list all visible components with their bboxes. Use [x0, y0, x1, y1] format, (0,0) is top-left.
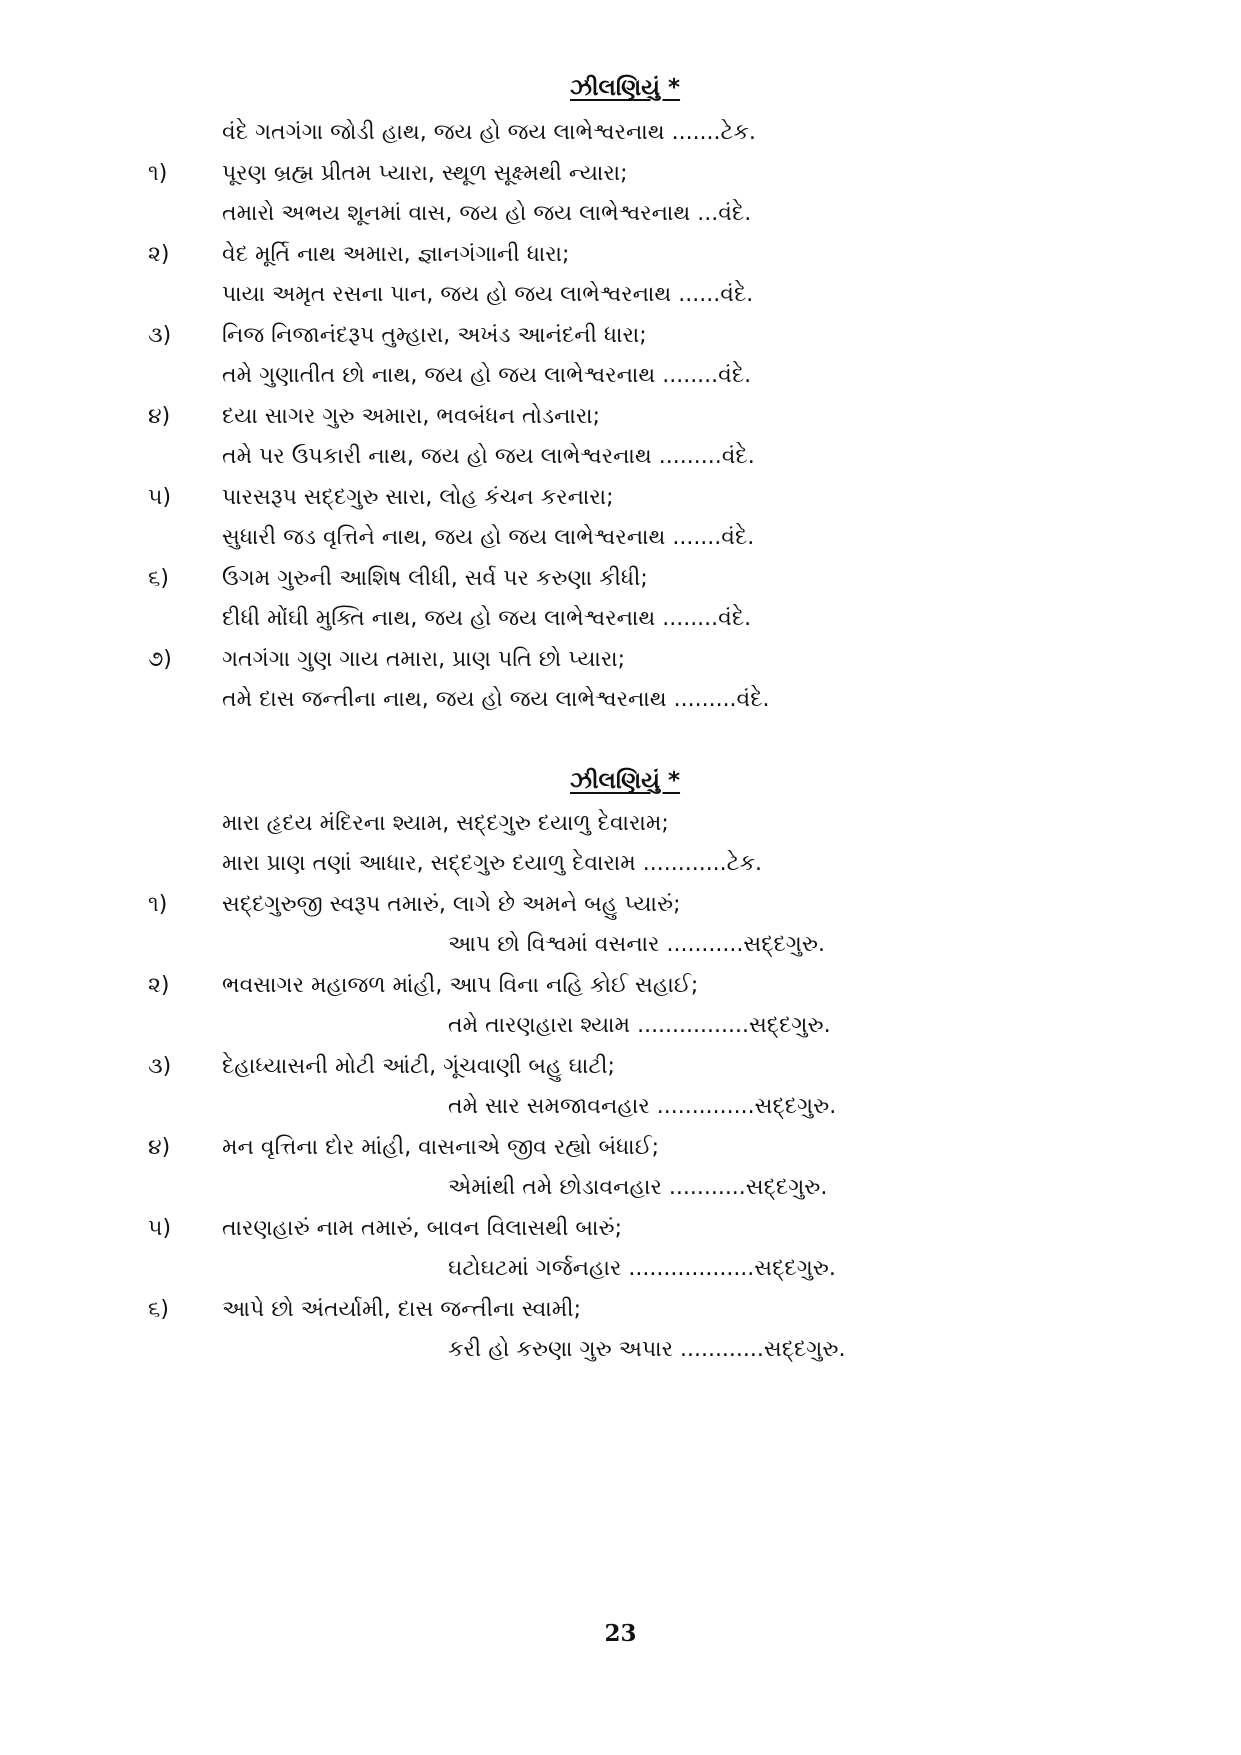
verse-line: નિજ નિજાનંદરૂપ તુમ્હારા, અખંડ આનંદની ધારા; — [222, 323, 647, 348]
verse-line: સુધારી જડ વૃત્તિને નાથ, જય હો જય લાભેશ્વરનાથ .......વંદે. — [222, 525, 755, 550]
verse-line: ભવસાગર મહાજળ માંહી, આપ વિના નહિ કોઈ સહાઈ; — [222, 973, 699, 998]
verse-response-line: આપ છો વિશ્વમાં વસનાર ...........સદ્દગુરુ. — [448, 932, 825, 957]
verse-number: ૬) — [148, 1297, 169, 1322]
song-title: ઝીલણિયું * — [570, 75, 681, 101]
verse-line: સદ્દગુરુજી સ્વરૂપ તમારું, લાગે છે અમને બહુ પ્યારું; — [222, 892, 681, 917]
verse-line: પારસરૂપ સદ્દગુરુ સારા, લોહ કંચન કરનારા; — [222, 485, 614, 510]
refrain-line: વંદે ગતગંગા જોડી હાથ, જય હો જય લાભેશ્વરનાથ .......ટેક. — [222, 120, 756, 145]
verse-line: તમે ગુણાતીત છો નાથ, જય હો જય લાભેશ્વરનાથ ........વંદે. — [222, 363, 752, 388]
verse-number: ૫) — [148, 1216, 172, 1241]
page-number: 23 — [604, 1620, 637, 1647]
verse-number: ૨) — [148, 973, 170, 998]
verse-line: તારણહારું નામ તમારું, બાવન વિલાસથી બારું; — [222, 1216, 623, 1241]
verse-number: ૪) — [148, 404, 171, 429]
verse-number: ૩) — [148, 323, 172, 348]
verse-number: ૪) — [148, 1135, 171, 1160]
verse-response-line: તમે તારણહારા શ્યામ ................સદ્દગુરુ. — [448, 1013, 831, 1038]
verse-line: આપે છો અંતર્યામી, દાસ જન્તીના સ્વામી; — [222, 1297, 581, 1322]
verse-line: ગતગંગા ગુણ ગાય તમારા, પ્રાણ પતિ છો પ્યારા; — [222, 647, 626, 672]
verse-number: ૬) — [148, 566, 169, 591]
verse-line: તમારો અભય શૂનમાં વાસ, જય હો જય લાભેશ્વરનાથ ...વંદે. — [222, 201, 752, 226]
verse-response-line: તમે સાર સમજાવનહાર ..............સદ્દગુરુ. — [448, 1094, 837, 1119]
verse-number: ૫) — [148, 485, 172, 510]
verse-response-line: કરી હો કરુણા ગુરુ અપાર ............સદ્દગુરુ. — [448, 1337, 846, 1362]
verse-number: ૨) — [148, 242, 170, 267]
verse-line: દયા સાગર ગુરુ અમારા, ભવબંધન તોડનારા; — [222, 404, 601, 429]
verse-line: વેદ મૂર્તિ નાથ અમારા, જ્ઞાનગંગાની ધારા; — [222, 242, 570, 267]
verse-line: પાયા અમૃત રસના પાન, જય હો જય લાભેશ્વરનાથ ......વંદે. — [222, 282, 754, 307]
verse-line: દીધી મોંઘી મુક્તિ નાથ, જય હો જય લાભેશ્વરનાથ ........વંદે. — [222, 606, 752, 631]
verse-line: ઉગમ ગુરુની આશિષ લીધી, સર્વ પર કરુણા કીધી; — [222, 566, 648, 591]
refrain-line: મારા પ્રાણ તણાં આધાર, સદ્દગુરુ દયાળુ દેવારામ ............ટેક. — [222, 851, 762, 876]
verse-line: તમે પર ઉપકારી નાથ, જય હો જય લાભેશ્વરનાથ .........વંદે. — [222, 444, 755, 469]
verse-line: મન વૃત્તિના દોર માંહી, વાસનાએ જીવ રહ્યો બંધાઈ; — [222, 1135, 660, 1160]
verse-number: ૩) — [148, 1054, 172, 1079]
verse-response-line: ઘટોઘટમાં ગર્જનહાર ..................સદ્દગુરુ. — [448, 1256, 836, 1281]
verse-line: પૂરણ બ્રહ્મ પ્રીતમ પ્યારા, સ્થૂળ સૂક્ષ્મથી ન્યારા; — [222, 161, 628, 186]
verse-number: ૧) — [148, 161, 168, 186]
verse-line: દેહાધ્યાસની મોટી આંટી, ગૂંચવાણી બહુ ઘાટી; — [222, 1054, 615, 1079]
verse-response-line: એમાંથી તમે છોડાવનહાર ...........સદ્દગુરુ. — [448, 1175, 828, 1200]
verse-number: ૧) — [148, 892, 168, 917]
verse-line: તમે દાસ જન્તીના નાથ, જય હો જય લાભેશ્વરનાથ .........વંદે. — [222, 687, 770, 712]
song-title: ઝીલણિયું * — [570, 768, 681, 794]
verse-number: ૭) — [148, 647, 172, 672]
refrain-line: મારા હૃદય મંદિરના શ્યામ, સદ્દગુરુ દયાળુ દેવારામ; — [222, 811, 669, 836]
